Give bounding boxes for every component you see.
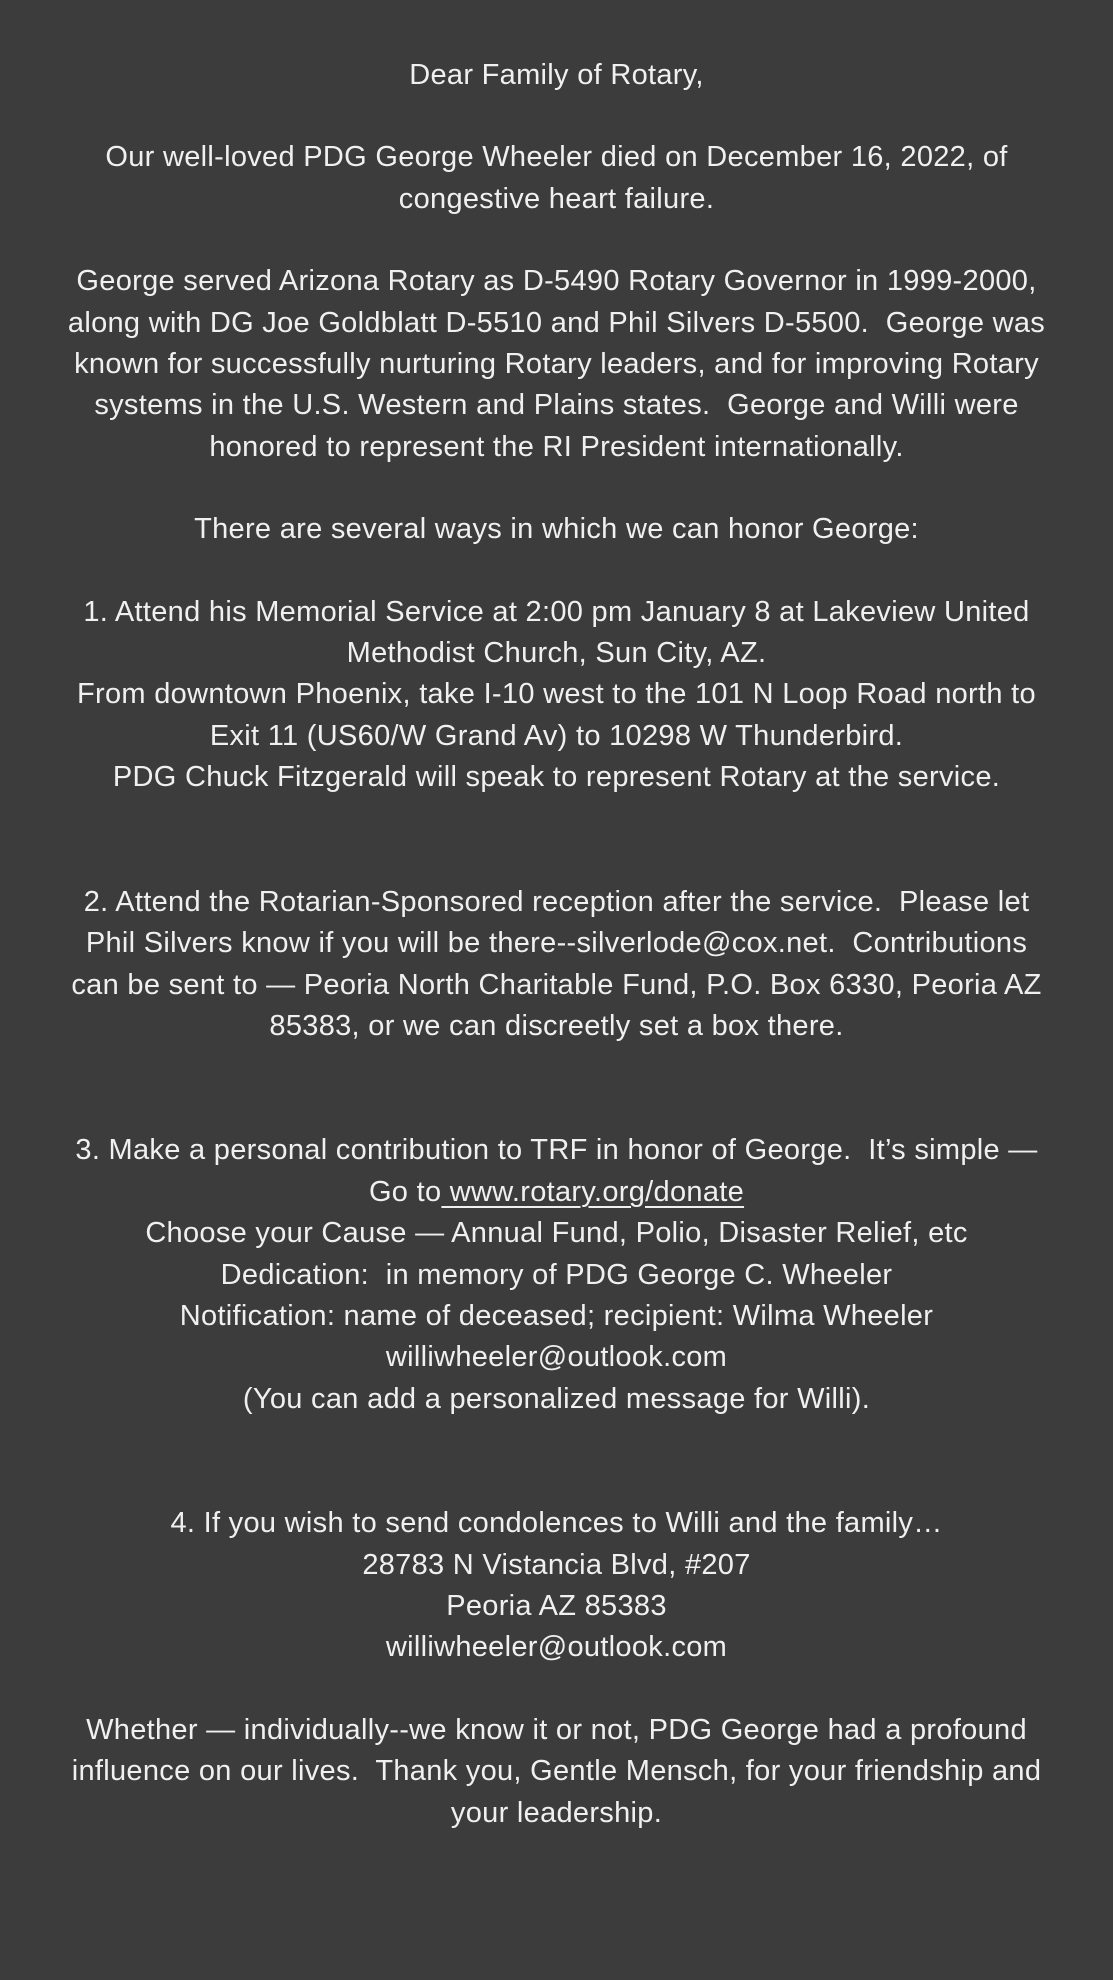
death-announcement [10,137,1103,220]
letter-line: along with DG Joe Goldblatt D-5510 and Phil Silvers D-5500. George was [67,306,1046,339]
address-line: Peoria AZ 85383 [446,1589,667,1622]
letter-line: Notification: name of deceased; recipient: Wilma Wheeler [179,1299,934,1332]
letter-line: Dedication: in memory of PDG George C. Wheeler [220,1258,893,1291]
letter-line: Whether — individually--we know it or not, PDG George had a profound [86,1713,1027,1746]
letter-line: Choose your Cause — Annual Fund, Polio, Disaster Relief, etc [145,1217,968,1250]
letter-line: 85383, or we can discreetly set a box there. [269,1009,844,1042]
salutation [10,55,1103,96]
letter-line: your leadership. [450,1796,663,1829]
letter-line: systems in the U.S. Western and Plains states. George and Willi were [94,389,1019,422]
closing [10,1710,1103,1834]
donate-link[interactable]: www.rotary.org/donate [441,1175,745,1208]
reception-item [10,882,1103,1048]
address-line: 28783 N Vistancia Blvd, #207 [362,1548,751,1581]
email-text: williwheeler@outlook.com [385,1341,728,1374]
letter-line: 1. Attend his Memorial Service at 2:00 pm January 8 at Lakeview United [83,595,1030,628]
letter-line: congestive heart failure. [398,182,715,215]
letter-line: 3. Make a personal contribution to TRF in honor of George. It’s simple — [75,1134,1038,1167]
memorial-service-item [10,592,1103,799]
letter-line: From downtown Phoenix, take I-10 west to the 101 N Loop Road north to [77,678,1036,711]
letter-line: Exit 11 (US60/W Grand Av) to 10298 W Thunderbird. [209,719,904,752]
email-text: williwheeler@outlook.com [385,1631,728,1664]
letter-line: There are several ways in which we can honor George: [194,513,919,546]
donate-line [10,1172,1103,1213]
biography [10,261,1103,468]
letter-line: PDG Chuck Fitzgerald will speak to represent Rotary at the service. [112,761,1001,794]
letter-line: Phil Silvers know if you will be there--silverlode@cox.net. Contributions [85,927,1028,960]
letter-line: Our well-loved PDG George Wheeler died on December 16, 2022, of [105,141,1008,174]
go-to-text: Go to [368,1175,442,1208]
letter-line: honored to represent the RI President internationally. [209,430,904,463]
ways-intro [10,509,1103,550]
letter-line: 2. Attend the Rotarian-Sponsored reception after the service. Please let [83,885,1030,918]
letter-line: 4. If you wish to send condolences to Willi and the family… [170,1507,943,1540]
letter-line: can be sent to — Peoria North Charitable Fund, P.O. Box 6330, Peoria AZ [71,968,1042,1001]
letter-line: known for successfully nurturing Rotary leaders, and for improving Rotary [74,348,1039,381]
letter-line: (You can add a personalized message for Willi). [242,1382,871,1415]
letter-line: Dear Family of Rotary, [409,59,704,91]
letter-line: George served Arizona Rotary as D-5490 Rotary Governor in 1999-2000, [76,265,1037,298]
letter-line: Methodist Church, Sun City, AZ. [346,637,767,670]
letter-line: influence on our lives. Thank you, Gentle Mensch, for your friendship and [71,1755,1042,1788]
contribution-item [10,1130,1103,1420]
condolences-item [10,1503,1103,1669]
